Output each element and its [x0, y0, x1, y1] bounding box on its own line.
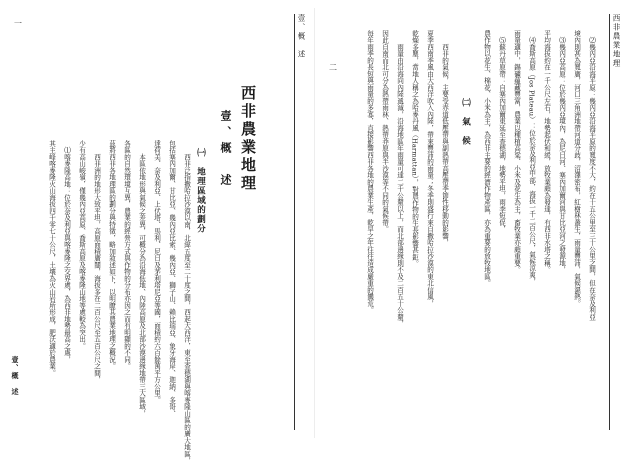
right-page-number: 二: [329, 63, 337, 72]
right-paragraph-13: 因此自南而北可分為熱帶雨林、熱帶莽原與半沙漠等不同的氣候帶。: [380, 30, 389, 233]
right-paragraph-12: 雨量由沿海向內陸遞減，沿海地區年雨量可達二千公釐以上，而北部邊緣則不及二百五十公釐，: [395, 30, 404, 327]
left-paragraph-1: 西非泛指撒哈拉沙漠以南，北緯五度至二十度之間，西起大西洋，東至查德湖與喀麥隆山區的廣大地區，: [182, 140, 191, 464]
right-paragraph-8: 農作物以花生、棉花、小米為主，為西非主要的經濟作物產區，亦為重要的放牧地區。: [482, 30, 491, 287]
left-footer-chapter: 壹、概 述: [11, 356, 20, 396]
left-paragraph-5: 各區的自然環境互異，農業的經營方式與作物的分布亦因之而有明顯的不同。: [122, 140, 131, 370]
left-paragraph-7: 西非洲的地形大致平坦，高原面積廣闊，海拔多在二百公尺至五百公尺之間，: [92, 140, 101, 383]
right-header-rule: [609, 14, 610, 430]
left-paragraph-6: 茲將西非各地理區的劃分與特徵，略加敘述如下，以明瞭其農業地理之概況。: [107, 140, 116, 370]
left-paragraph-10: 其主峰喀麥隆火山海拔四千零七十公尺，土壤為火山岩所形成，肥沃適於農業。: [47, 140, 56, 377]
left-paragraph-2: 包括塞內加爾、甘比亞、幾內亞比索、幾內亞、獅子山、賴比瑞亞、象牙海岸、迦納、多哥、: [167, 140, 176, 417]
right-paragraph-6: 雨量適中，錫礦蘊藏豐富，農業以種植高粱、小米及花生為主，畜牧業亦頗重要。: [512, 30, 521, 273]
left-paragraph-3: 達荷美、奈及利亞、上伏塔、馬利、尼日及茅利塔尼亞等國，面積約六百餘萬平方公里。: [152, 140, 161, 404]
left-paragraph-8: 少有高山峻嶺，僅幾內亞高原、喬斯高原及喀麥隆山地等處較為突出。: [77, 140, 86, 350]
right-paragraph-4: 平均海拔約在一千公尺左右，地勢起伏和緩，放牧業頗為發達，有西非水塔之稱。: [542, 30, 551, 273]
right-paragraph-7: ⑸蘇丹草原帶：自塞內加爾東延至查德湖，地勢平坦，雨季短促，: [497, 30, 506, 233]
right-paragraph-1: ⑵幾內亞沿海平原：幾內亞沿海平原的寬度不大，約在十五公里至三十公里之間，但在奈及利亞: [587, 30, 596, 321]
right-paragraph-14: 每年雨季的長短與雨量的多寡，直接影響西非各地的農業生產，乾旱之年往往造成嚴重的饑荒。: [365, 30, 374, 314]
chapter-title: 壹、概 述: [219, 110, 232, 190]
right-paragraph-5: ⑷喬斯高原（Jos Plateau）：位於奈及利亞中部，海拔一千二百公尺，氣候涼爽，: [527, 30, 536, 285]
right-paragraph-11: 乾燥多塵，當地人稱之為哈麥丹風（Harmattan），對農作物的生長影響甚鉅。: [410, 30, 419, 268]
left-page-header: 壹、概 述: [297, 14, 306, 59]
left-page-number: 一: [14, 19, 22, 28]
left-paragraph-9: ⑴喀麥隆高地：位於奈及利亞與喀麥隆之交界處，為西非地勢最高之處，: [62, 140, 71, 363]
climate-section-title: ㈡ 氣 候: [460, 98, 471, 146]
right-page: [315, 0, 630, 445]
section-title: ㈠ 地理區域的劃分: [195, 148, 206, 234]
right-page-header: 西非農業地理: [612, 14, 621, 68]
right-paragraph-2: 境內則甚為寬廣，河口三角洲地帶河道分歧，沼澤密布，紅樹林叢生，雨量豐沛，氣候濕熱。: [572, 30, 581, 307]
main-title: 西非農業地理: [239, 85, 257, 193]
right-paragraph-9: 西非的氣候，主要受赤道低壓帶與副熱帶高壓帶季節性移動的影響，: [440, 30, 449, 246]
right-paragraph-3: ⑶幾內亞高原：位於幾內亞境內，為尼日河、塞內加爾河與甘比亞河之發源地，: [557, 30, 566, 273]
right-paragraph-10: 夏季西南季風由大西洋吹入內陸，帶來豐沛的雨量；冬季則盛行來自撒哈拉沙漠的東北信風，: [425, 30, 434, 307]
left-header-rule: [294, 14, 295, 430]
left-paragraph-4: 本區依地形與氣候之差異，可概分為沿海低地、內陸高原及北部沙漠邊緣地帶三大區域，: [137, 140, 146, 417]
